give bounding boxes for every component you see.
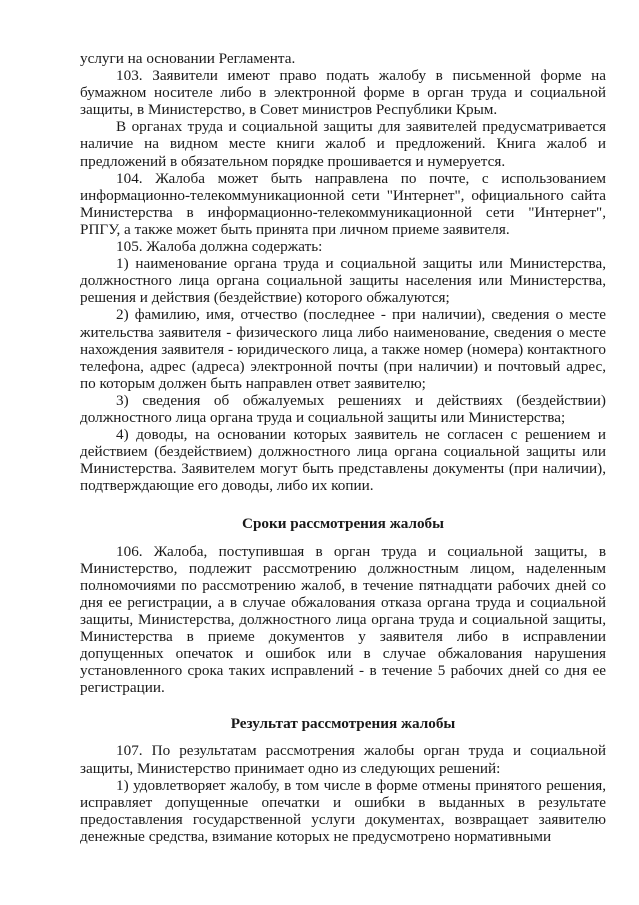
paragraph-107: 107. По результатам рассмотрения жалобы орган труда и социальной защиты, Министерство принимает одно из следующих решений: — [80, 742, 606, 777]
list-item-107-1: 1) удовлетворяет жалобу, в том числе в форме отмены принятого решения, исправляет допущенные опечатки и ошибки в выданных в результате предоставления государственной услуги документах, возвращает заявителю денежные средства, взимание которых не предусмотрено нормативными — [80, 776, 606, 845]
paragraph-105: 105. Жалоба должна содержать: — [116, 238, 323, 256]
list-item-105-1: 1) наименование органа труда и социальной защиты или Министерства, должностного лица органа социальной защиты населения или Министерства, решения и действия (бездействие) которого обжалуются; — [80, 255, 606, 307]
list-item-105-2: 2) фамилию, имя, отчество (последнее - при наличии), сведения о месте жительства заявителя - физического лица либо наименование, сведения о месте нахождения заявителя - юридического лица, а также номер (номера) контактного телефона, адрес (адреса) электронной почты (при наличии) и почтовый адрес, по которым должен быть направлен ответ заявителю; — [80, 306, 606, 392]
paragraph-106: 106. Жалоба, поступившая в орган труда и социальной защиты, в Министерство, подлежит рассмотрению должностным лицом, наделенным полномочиями по рассмотрению жалоб, в течение пятнадцати рабочих дней со дня ее регистрации, а в случае обжалования отказа органа труда и социальной защиты, Министерства, должностного лица органа труда и социальной защиты, Министерства в приеме документов у заявителя либо в исправлении допущенных опечаток и ошибок или в случае обжалования нарушения установленного срока таких исправлений - в течение 5 рабочих дней со дня ее регистрации. — [80, 542, 606, 697]
list-item-105-3: 3) сведения об обжалуемых решениях и действиях (бездействии) должностного лица органа труда и социальной защиты или Министерства; — [80, 391, 606, 426]
section-heading-review-result: Результат рассмотрения жалобы — [230, 715, 456, 733]
paragraph-continuation: услуги на основании Регламента. — [80, 50, 296, 67]
paragraph-103: 103. Заявители имеют право подать жалобу в письменной форме на бумажном носителе либо в электронной форме в орган труда и социальной защиты, в Министерство, в Совет министров Республики Крым. — [80, 67, 606, 119]
document-body — [80, 50, 606, 845]
paragraph-complaint-book: В органах труда и социальной защиты для заявителей предусматривается наличие на видном месте книги жалоб и предложений. Книга жалоб и предложений в обязательном порядке прошивается и нумеруется. — [80, 118, 606, 170]
paragraph-104: 104. Жалоба может быть направлена по почте, с использованием информационно-телекоммуникационной сети "Интернет", официального сайта Министерства в информационно-телекоммуникационной сети "Интернет", РПГУ, а также может быть принята при личном приеме заявителя. — [80, 169, 606, 238]
list-item-105-4: 4) доводы, на основании которых заявитель не согласен с решением и действием (бездействием) должностного лица органа социальной защиты или Министерства. Заявителем могут быть представлены документы (при наличии), подтверждающие его доводы, либо их копии. — [80, 426, 606, 495]
section-heading-review-terms: Сроки рассмотрения жалобы — [241, 515, 445, 533]
